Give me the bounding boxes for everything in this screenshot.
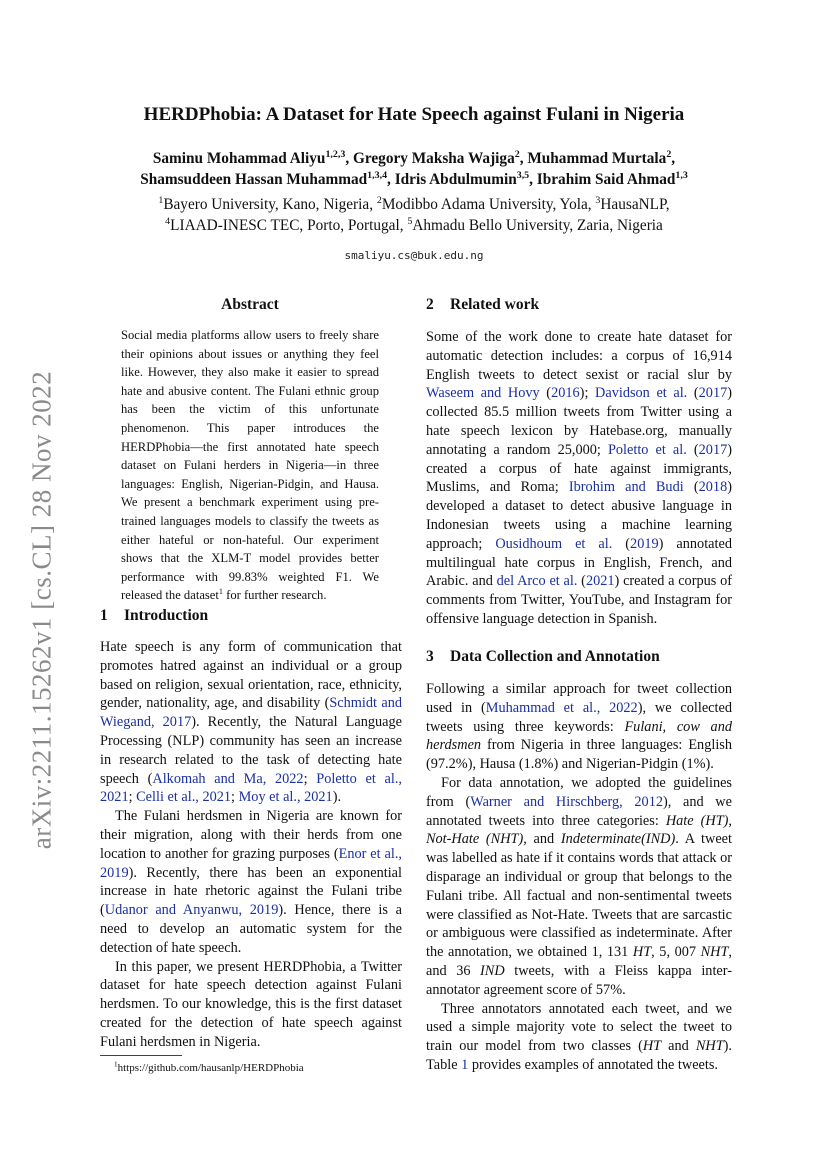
author-affiliation-mark: 2 [514,148,520,160]
citation-link[interactable]: Udanor and Anyanwu, 2019 [104,902,279,919]
citation-link[interactable]: Poletto et al. [607,441,687,458]
label-term: HT [632,944,652,961]
text: The Fulani herdsmen in Nigeria are known for their migration, along with their herds from one location to another for grazing purposes ( [100,808,402,862]
author-name: Shamsuddeen Hassan Muhammad [140,171,368,188]
affiliation-name: Bayero University, Kano, Nigeria, [163,196,377,213]
affiliation-name: Ahmadu Bello University, Zaria, Nigeria [412,217,663,234]
paragraph [100,807,402,957]
section-number: 3 [426,648,434,665]
citation-link[interactable]: Ousidhoum et al. [495,535,613,552]
affiliation-mark: 5 [407,215,413,227]
contact-email[interactable]: smaliyu.cs@buk.edu.ng [344,249,484,262]
section-title: Introduction [124,607,209,624]
footnote-mark: 1 [114,1060,118,1069]
text: collected 85.5 million tweets from Twitter using a hate speech lexicon by Hatebase.org, manually annotating a random 25,000; [426,404,732,458]
citation-link[interactable]: del Arco et al. [496,573,578,590]
affiliation-list [60,194,768,236]
text: ). [332,789,342,806]
author-name: Muhammad Murtala [527,150,667,167]
citation-year-link[interactable]: 2016 [551,385,580,402]
text: ; [584,385,596,402]
citation-link[interactable]: Muhammad et al., 2022 [485,699,638,716]
text: created a corpus of comments from Twitter, YouTube, and Instagram for offensive language detection in Spanish. [426,573,733,627]
author-name: Ibrahim Said Ahmad [536,171,676,188]
text: ), we collected tweets using three keywords: [426,699,732,735]
author-name: Idris Abdulmumin [394,171,517,188]
affiliation-mark: 2 [376,194,382,206]
arxiv-identifier: arXiv:2211.15262v1 [cs.CL] 28 Nov 2022 [26,370,57,850]
text: annotated multilingual hate corpus in English, French, and Arabic. and [426,535,732,590]
text: created a corpus of hate against immigrants, Muslims, and Roma; [426,460,732,496]
affiliation-mark: 4 [165,215,171,227]
footnote-mark[interactable]: 1 [218,587,223,597]
text: ). Hence, there is a need to develop an automatic system for the detection of hate speech. [100,902,402,956]
table-reference-link[interactable]: 1 [461,1056,469,1073]
related-work-body [426,328,732,629]
citation-link[interactable]: Ibrohim and Budi [568,479,684,496]
affiliation-name: HausaNLP, [600,196,670,213]
paragraph [426,680,732,774]
text: provides examples of annotated the tweets. [468,1056,719,1073]
abstract-text-end: for further research. [223,588,327,603]
citation-link[interactable]: Waseem and Hovy [426,385,540,402]
text: ; [303,770,317,787]
label-term: IND [480,962,505,979]
text: . A tweet was labelled as hate if it contains words that attack or disparage an individual or group that belongs to the Fulani tribe. All factual and non-sentimental tweets were classified as Not-Hate. Tweets that are sarcastic or ambiguous were classified as indeterminate. After the annotation, we obtained 1, 131 [426,831,732,961]
text: developed a dataset to detect abusive language in Indonesian tweets using a machine learning approach; [426,498,732,552]
label-term: Indeterminate(IND) [560,831,676,848]
label-term: HT [642,1038,662,1055]
text: tweets, with a Fleiss kappa inter-annotator agreement score of 57%. [426,962,732,998]
citation-link[interactable]: Davidson et al. [595,385,688,402]
text: Three annotators annotated each tweet, and we used a simple majority vote to select the tweet to train our model from two classes ( [426,1000,732,1055]
section-heading-data-collection [426,648,660,666]
affiliation-name: LIAAD-INESC TEC, Porto, Portugal, [170,217,408,234]
affiliation-mark: 3 [595,194,601,206]
label-term: NHT [695,1038,724,1055]
citation-year-link[interactable]: 2017 [698,441,728,458]
text: ). Recently, there has been an exponential increase in hate rhetoric against the Fulani tribe ( [100,864,402,919]
paragraph: Some of the work done to create hate dataset for automatic detection includes: a corpus of 16,914 English tweets to detect sexist or racial slur by Waseem and Hovy (2016); Davidson et al. (2017) collected 85.5 million tweets from Twitter using a hate speech lexicon by Hatebase.org, manually annotating a random 25,000; Poletto et al. (2017) created a corpus of hate against immigrants, Muslims, and Roma; Ibrohim and Budi (2018) developed a dataset to detect abusive language in Indonesian tweets using a machine learning approach; Ousidhoum et al. (2019) annotated multilingual hate corpus in English, French, and Arabic. and del Arco et al. (2021) created a corpus of comments from Twitter, YouTube, and Instagram for offensive language detection in Spanish. [426,329,733,627]
citation-link[interactable]: Warner and Hirschberg, 2012 [470,793,663,810]
text: ; [231,789,239,806]
label-term: Not-Hate (NHT) [426,831,524,848]
section-title: Related work [450,296,540,313]
text: and [661,1038,696,1055]
section-number: 1 [100,607,108,624]
author-affiliation-mark: 1,3,4 [367,169,388,181]
paragraph: In this paper, we present HERDPhobia, a Twitter dataset for hate speech detection against Fulani herdsmen. To our knowledge, this is the first dataset created for the detection of hate speech against Fulani herdsmen in Nigeria. [100,958,402,1050]
author-affiliation-mark: 2 [666,148,672,160]
keywords: Fulani, cow and herdsmen [426,718,733,754]
text: ; [128,789,137,806]
citation-link[interactable]: Celli et al., 2021 [136,789,232,806]
text: ), and we annotated tweets into three categories: [426,793,732,829]
citation-year-link[interactable]: 2019 [630,535,659,552]
introduction-body [100,638,402,1052]
paper-title: HERDPhobia: A Dataset for Hate Speech against Fulani in Nigeria [143,104,685,125]
paragraph [426,1000,732,1075]
citation-year-link[interactable]: 2017 [698,385,728,402]
author-affiliation-mark: 1,2,3 [325,148,346,160]
affiliation-mark: 1 [158,194,164,206]
text: For data annotation, we adopted the guidelines from ( [426,774,732,810]
affiliation-name: Modibbo Adama University, Yola, [381,196,596,213]
footnote [114,1062,304,1074]
text: ). Recently, the Natural Language Processing (NLP) community has seen an increase in research related to the task of detecting hate speech ( [100,714,402,787]
abstract-text: Social media platforms allow users to freely share their opinions about issues or anything they feel like. However, they also make it easier to spread hate and abusive content. The Fulani ethnic group has been the victim of this unfortunate phenomenon. This paper introduces the HERDPhobia—the first annotated hate speech dataset on Fulani herders in Nigeria—in three languages: English, Nigerian-Pidgin, and Hausa. We present a benchmark experiment using pre-trained languages models to classify the tweets as either hateful or non-hateful. Our experiment shows that the XLM-T model provides better performance with 99.83% weighted F1. We released the dataset [121,328,379,603]
text: Hate speech is any form of communication that promotes hatred against an individual or a group based on religion, sexual orientation, race, ethnicity, gender, nationality, age, and disability ( [100,639,402,712]
author-list: Saminu Mohammad Aliyu$^{1,2,3}$, Gregory Maksha Wajiga$^2$, Muhammad Murtala$^2$, Shamsuddeen Hassan Muhammad$^{1,3,4}$, Idris Abdulmumin$^{3,5}$, Ibrahim Said Ahmad$^{1,3}$ [140,148,688,188]
abstract-heading: Abstract [221,296,279,313]
footnote-url[interactable]: https://github.com/hausanlp/HERDPhobia [117,1062,304,1074]
text: from Nigeria in three languages: English (97.2%), Hausa (1.8%) and Nigerian-Pidgin (1%). [426,737,732,773]
text: Following a similar approach for tweet collection used in ( [426,681,732,716]
text: ). Table [426,1038,732,1073]
footnote-divider [100,1055,182,1056]
citation-link[interactable]: Schmidt and Wiegand, 2017 [100,695,402,731]
section-heading-introduction [100,607,208,625]
section-heading-related-work [426,296,539,314]
citation-year-link[interactable]: 2021 [585,573,615,590]
text: , 5, 007 [651,944,701,961]
citation-link[interactable]: Poletto et al., 2021 [100,770,402,806]
citation-year-link[interactable]: 2018 [698,479,728,496]
text: , and 36 [426,944,732,979]
citation-link[interactable]: Alkomah and Ma, 2022 [152,770,304,787]
arxiv-sidebar-stamp [22,360,62,860]
label-term: NHT [700,944,729,961]
author-name: Gregory Maksha Wajiga [352,150,515,167]
data-collection-body [426,680,732,1075]
section-number: 2 [426,296,434,313]
paragraph [426,774,732,1000]
citation-link[interactable]: Enor et al., 2019 [100,845,402,881]
text: Some of the work done to create hate dataset for automatic detection includes: a corpus of 16,914 English tweets to detect sexist or racial slur by [426,329,732,383]
label-term: Hate (HT) [665,812,729,829]
paragraph [100,638,402,807]
text: , and [523,831,561,848]
abstract-body [121,326,379,605]
author-name: Saminu Mohammad Aliyu [152,150,326,167]
section-title: Data Collection and Annotation [450,648,660,665]
citation-link[interactable]: Moy et al., 2021 [238,789,333,806]
author-affiliation-mark: 1,3 [675,169,688,181]
text: , [728,812,732,829]
author-affiliation-mark: 3,5 [516,169,530,181]
